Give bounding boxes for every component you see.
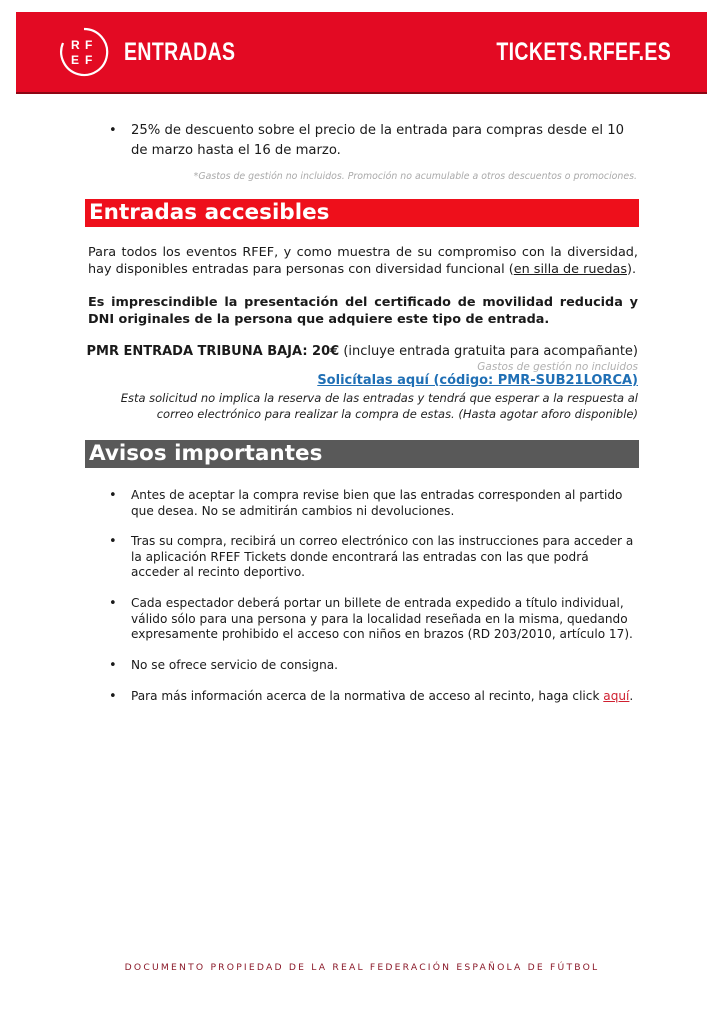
notices-list [87,488,639,720]
accessible-intro [88,245,638,278]
fees-note: Gastos de gestión no incluidos [477,361,638,373]
pmr-detail: (incluye entrada gratuita para acompañante) [339,344,638,359]
logo-letter: F [85,53,93,67]
request-disclaimer: Esta solicitud no implica la reserva de las entradas y tendrá que esperar a la respuesta al correo electrónico para realizar la compra de estas. (Hasta agotar aforo disponible) [120,391,638,421]
promo-bullet: • 25% de descuento sobre el precio de la entrada para compras desde el 10 de marzo hasta el 16 de marzo. [87,121,639,161]
notice-item-more-info [87,689,639,705]
promo-note: *Gastos de gestión no incluidos. Promoción no acumulable a otros descuentos o promociones. [193,171,637,182]
brand-title: ENTRADAS [124,38,236,66]
logo-letter: F [85,38,93,52]
notice-item: • Cada espectador deberá portar un billete de entrada expedido a título individual, válido sólo para una persona y para la localidad reseñada en la misma, quedando expresamente prohibido el acceso con niños en brazos (RD 203/2010, artículo 17). [87,596,639,643]
header-banner [16,12,707,94]
logo-letter: R [71,38,80,52]
apply-link[interactable]: Solicítalas aquí (código: PMR-SUB21LORCA) [317,373,638,388]
wheelchair-link[interactable]: en silla de ruedas [513,261,627,277]
notice-item: • No se ofrece servicio de consigna. [87,658,639,674]
logo-letter: E [71,53,80,67]
accessible-requirement: Es imprescindible la presentación del certificado de movilidad reducida y DNI originales de la persona que adquiere este tipo de entrada. [88,295,638,327]
intro-text: Para todos los eventos RFEF, y como muestra de su compromiso con la diversidad, hay disponibles entradas para personas con diversidad funcional ( [88,245,638,277]
pmr-label: PMR ENTRADA TRIBUNA BAJA: 20€ [86,344,340,359]
section-heading-notices: Avisos importantes [85,440,639,468]
pmr-price-line [86,344,638,359]
section-heading-accessible: Entradas accesibles [85,199,639,227]
rfef-logo-icon [58,26,110,78]
more-info-link[interactable]: aquí [603,689,630,704]
site-url[interactable]: TICKETS.RFEF.ES [496,38,671,66]
notice-item: • Antes de aceptar la compra revise bien que las entradas corresponden al partido que desea. No se admitirán cambios ni devoluciones. [87,488,639,519]
notice-item: • Tras su compra, recibirá un correo electrónico con las instrucciones para acceder a la aplicación RFEF Tickets donde encontrará las entradas con las que podrá acceder al recinto deportivo. [87,534,639,581]
more-info-text: Para más información acerca de la normativa de acceso al recinto, haga click [131,689,604,704]
intro-end: ). [627,261,637,277]
promo-list [87,121,639,161]
footer-text: DOCUMENTO PROPIEDAD DE LA REAL FEDERACIÓN ESPAÑOLA DE FÚTBOL [124,962,600,973]
more-info-end: . [629,689,634,704]
